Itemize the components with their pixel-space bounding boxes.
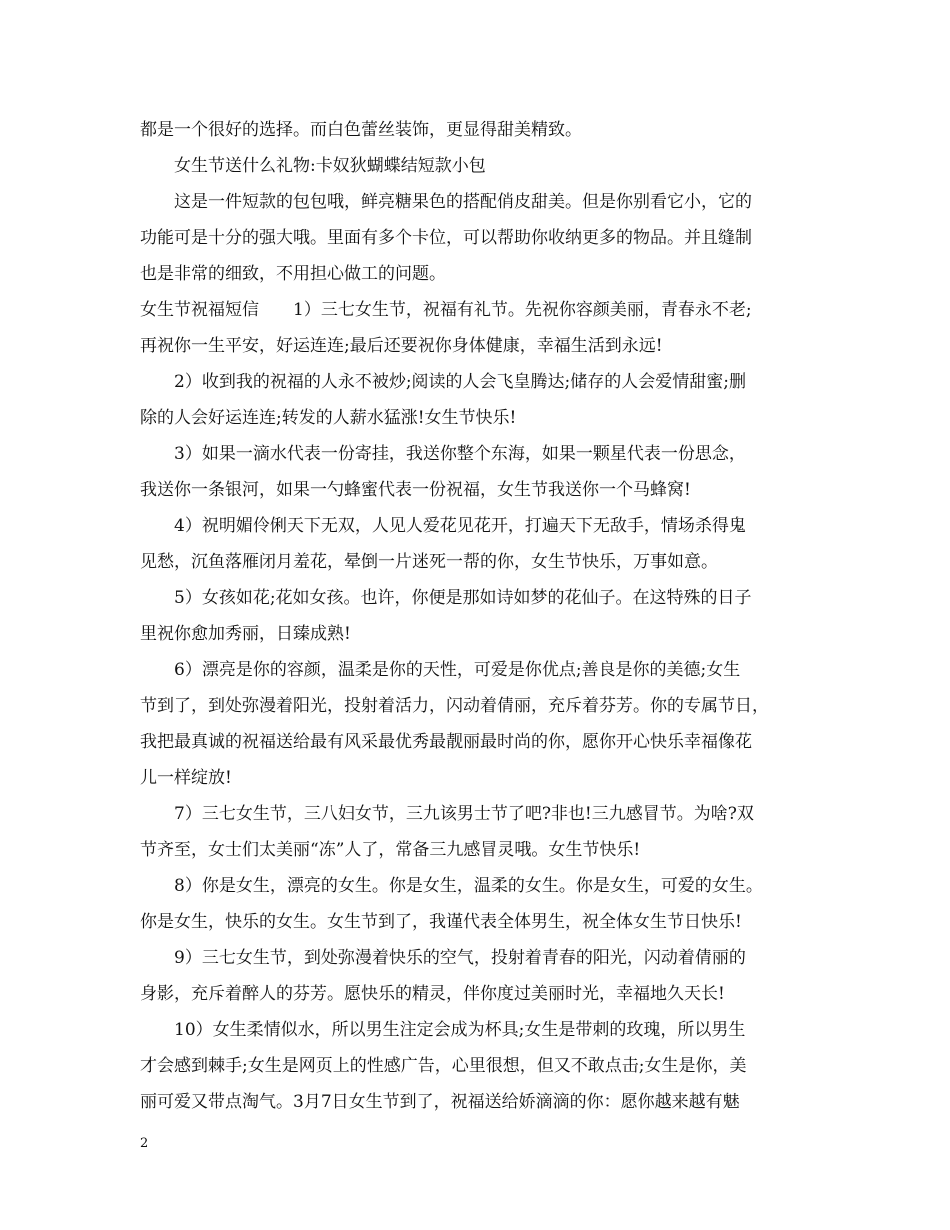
text-line: 再祝你一生平安，好运连连;最后还要祝你身体健康，幸福生活到永远! — [140, 336, 663, 356]
text-line: 女生节祝福短信 1）三七女生节，祝福有礼节。先祝你容颜美丽，青春永不老; — [140, 300, 752, 320]
text-line: 也是非常的细致，不用担心做工的问题。 — [140, 264, 446, 284]
text-line: 6）漂亮是你的容颜，温柔是你的天性，可爱是你优点;善良是你的美德;女生 — [174, 660, 741, 680]
text-line: 节到了，到处弥漫着阳光，投射着活力，闪动着倩丽，充斥着芬芳。你的专属节日， — [140, 696, 769, 716]
text-line: 除的人会好运连连;转发的人薪水猛涨!女生节快乐! — [140, 408, 517, 428]
page-number: 2 — [140, 1136, 149, 1151]
text-line: 身影，充斥着醉人的芬芳。愿快乐的精灵，伴你度过美丽时光，幸福地久天长! — [140, 984, 725, 1004]
text-line: 见愁，沉鱼落雁闭月羞花，晕倒一片迷死一帮的你，女生节快乐，万事如意。 — [140, 552, 718, 572]
text-line: 5）女孩如花;花如女孩。也许，你便是那如诗如梦的花仙子。在这特殊的日子 — [174, 588, 752, 608]
text-line: 你是女生，快乐的女生。女生节到了，我谨代表全体男生，祝全体女生节日快乐! — [140, 912, 742, 932]
text-line: 里祝你愈加秀丽，日臻成熟! — [140, 624, 351, 644]
text-line: 节齐至，女士们太美丽“冻”人了，常备三九感冒灵哦。女生节快乐! — [140, 840, 641, 860]
text-line: 才会感到棘手;女生是网页上的性感广告，心里很想，但又不敢点击;女生是你，美 — [140, 1056, 747, 1076]
text-line: 功能可是十分的强大哦。里面有多个卡位，可以帮助你收纳更多的物品。并且缝制 — [140, 228, 752, 248]
text-line: 我把最真诚的祝福送给最有风采最优秀最靓丽最时尚的你，愿你开心快乐幸福像花 — [140, 732, 752, 752]
text-line: 丽可爱又带点淘气。3月7日女生节到了，祝福送给娇滴滴的你：愿你越来越有魅 — [140, 1092, 740, 1112]
text-line: 都是一个很好的选择。而白色蕾丝装饰，更显得甜美精致。 — [140, 120, 582, 140]
text-line: 10）女生柔情似水，所以男生注定会成为杯具;女生是带刺的玫瑰，所以男生 — [174, 1020, 746, 1040]
text-line: 儿一样绽放! — [140, 768, 232, 788]
text-line: 8）你是女生，漂亮的女生。你是女生，温柔的女生。你是女生，可爱的女生。 — [174, 876, 763, 896]
text-line: 7）三七女生节，三八妇女节，三九该男士节了吧?非也!三九感冒节。为啥?双 — [174, 804, 754, 824]
text-line: 我送你一条银河，如果一勺蜂蜜代表一份祝福，女生节我送你一个马蜂窝! — [140, 480, 691, 500]
text-line: 2）收到我的祝福的人永不被炒;阅读的人会飞皇腾达;储存的人会爱情甜蜜;删 — [174, 372, 746, 392]
text-line: 3）如果一滴水代表一份寄挂，我送你整个东海，如果一颗星代表一份思念， — [174, 444, 746, 464]
text-line: 4）祝明媚伶俐天下无双，人见人爱花见花开，打遍天下无敌手，情场杀得鬼 — [174, 516, 746, 536]
text-line: 女生节送什么礼物:卡奴狄蝴蝶结短款小包 — [174, 156, 486, 176]
text-line: 这是一件短款的包包哦，鲜亮糖果色的搭配俏皮甜美。但是你别看它小，它的 — [174, 192, 752, 212]
text-line: 9）三七女生节，到处弥漫着快乐的空气，投射着青春的阳光，闪动着倩丽的 — [174, 948, 746, 968]
document-body — [140, 112, 820, 1120]
